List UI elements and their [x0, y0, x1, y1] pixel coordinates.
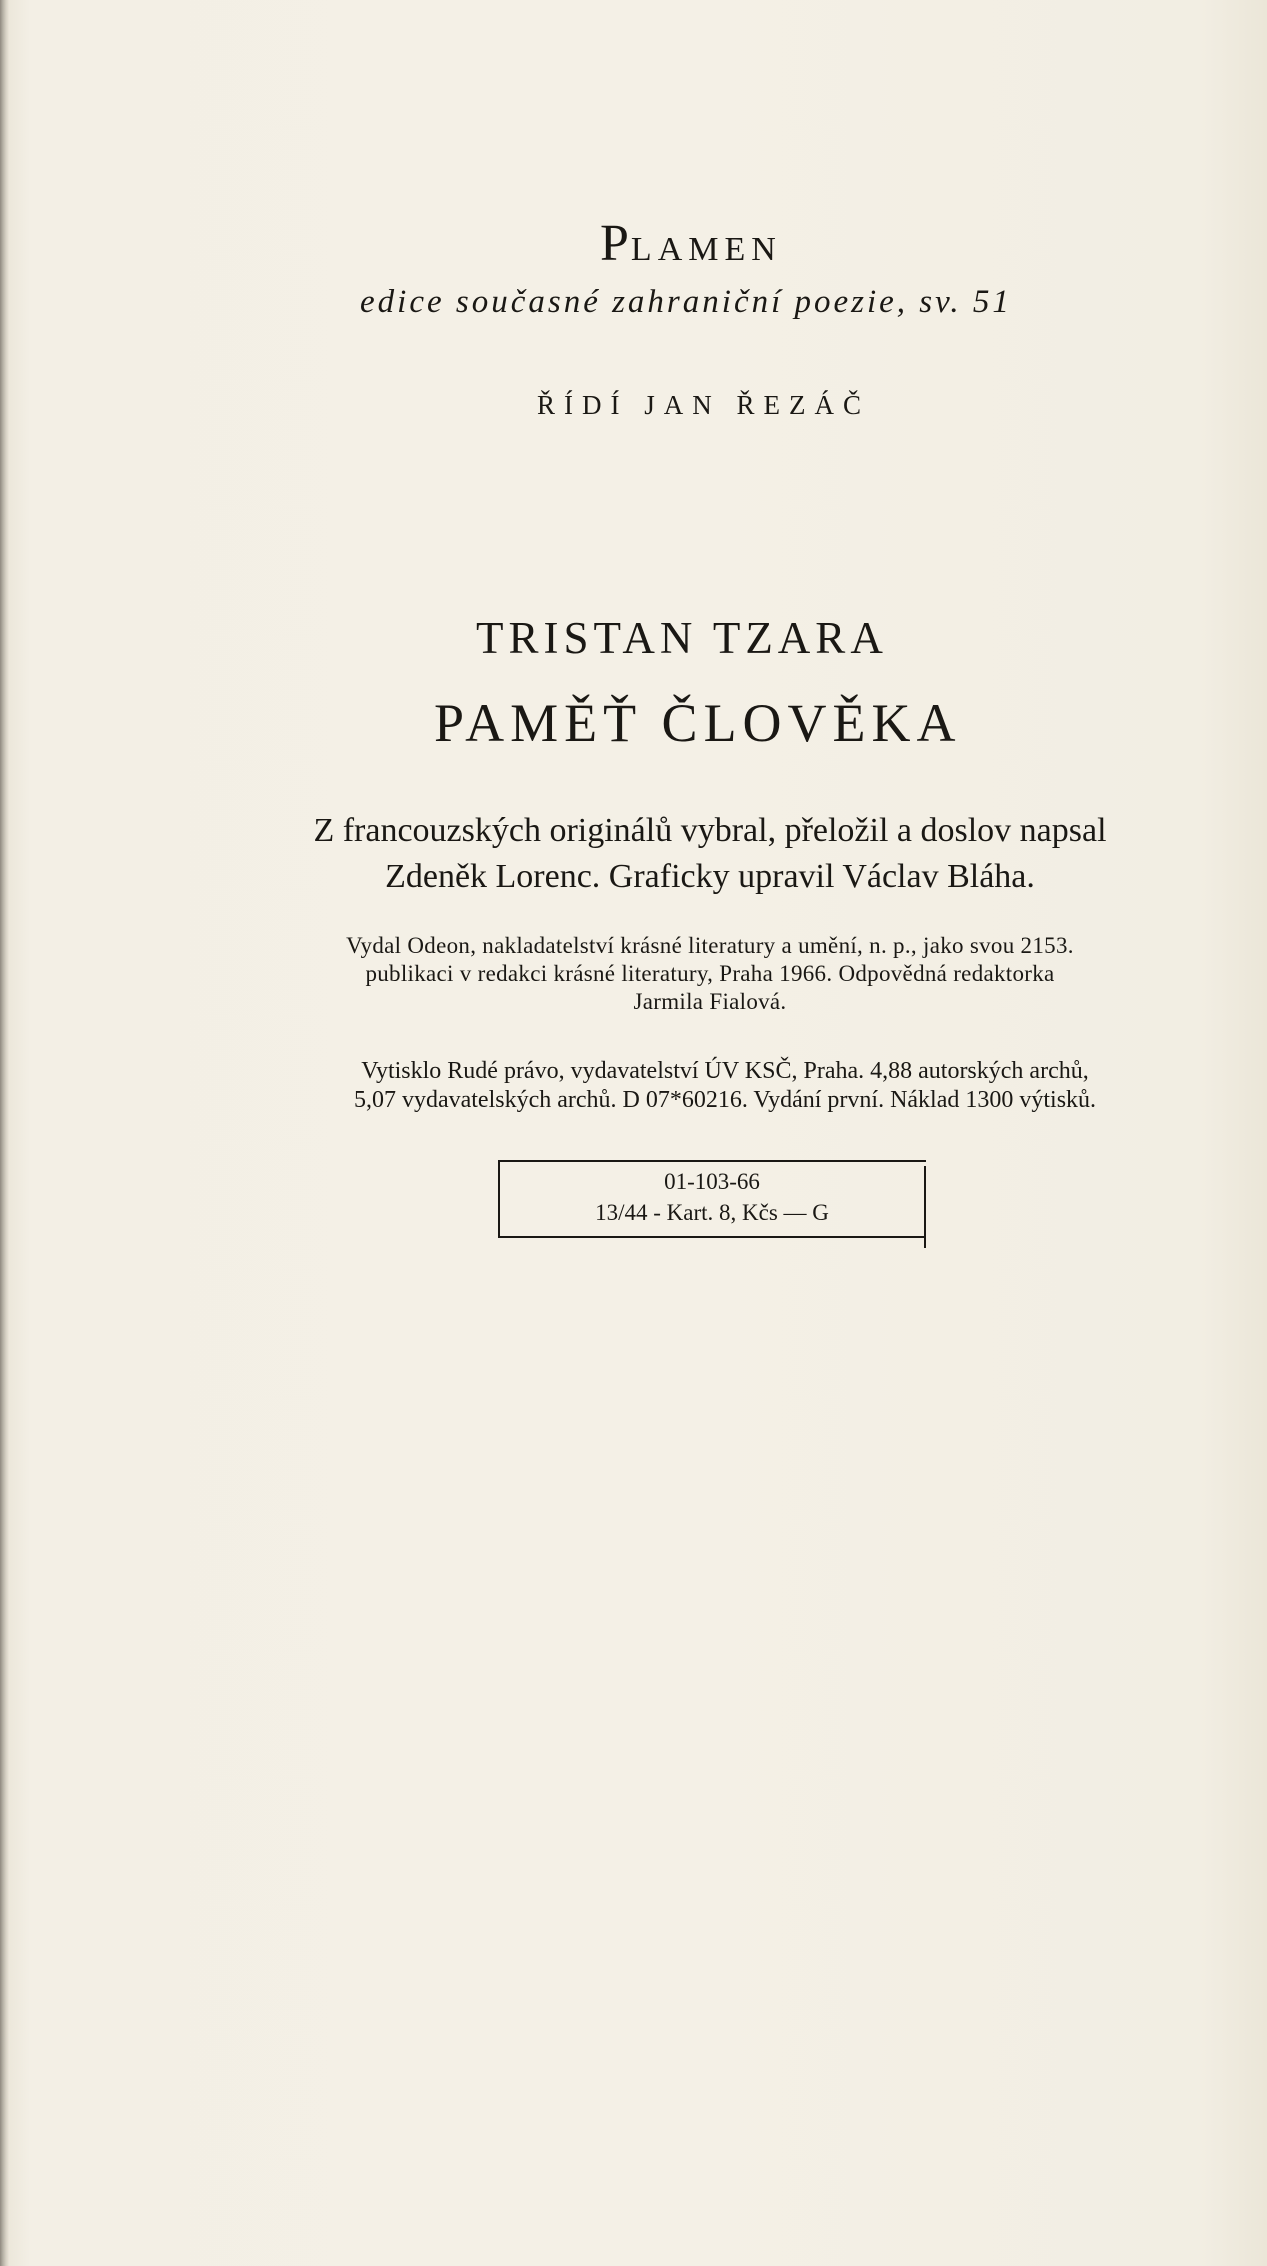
series-name-rest: LAMEN — [630, 231, 782, 268]
catalog-box-top-rule — [498, 1160, 926, 1162]
page-binding-edge — [0, 0, 9, 2266]
printer-line-1: Vytisklo Rudé právo, vydavatelství ÚV KSČ, Praha. 4,88 autorských archů, — [361, 1058, 1089, 1084]
credits-line-1: Z francouzských originálů vybral, přeložil a doslov napsal — [313, 812, 1107, 849]
catalog-code: 01-103-66 — [664, 1169, 760, 1194]
imprint-line-3: Jarmila Fialová. — [633, 989, 787, 1014]
imprint-line-1: Vydal Odeon, nakladatelství krásné literatury a umění, n. p., jako svou 2153. — [346, 933, 1074, 958]
catalog-box-bottom-rule — [498, 1236, 926, 1238]
book-title: PAMĚŤ ČLOVĚKA — [434, 693, 962, 753]
publisher-imprint — [200, 932, 1220, 1016]
series-subtitle: edice současné zahraniční poezie, sv. 51 — [360, 284, 1012, 320]
translation-credits — [230, 808, 1190, 900]
imprint-line-2: publikaci v redakci krásné literatury, Praha 1966. Odpovědná redaktorka — [365, 961, 1055, 986]
catalog-price: 13/44 - Kart. 8, Kčs — G — [595, 1200, 829, 1225]
catalog-box — [498, 1160, 926, 1238]
printer-info — [230, 1057, 1220, 1115]
series-editor: ŘÍDÍ JAN ŘEZÁČ — [537, 390, 870, 420]
printer-line-2: 5,07 vydavatelských archů. D 07*60216. Vydání první. Náklad 1300 výtisků. — [353, 1087, 1097, 1113]
series-name — [600, 214, 782, 273]
series-initial: P — [600, 215, 631, 272]
book-author: TRISTAN TZARA — [476, 613, 888, 663]
credits-line-2: Zdeněk Lorenc. Graficky upravil Václav Bláha. — [385, 858, 1035, 895]
